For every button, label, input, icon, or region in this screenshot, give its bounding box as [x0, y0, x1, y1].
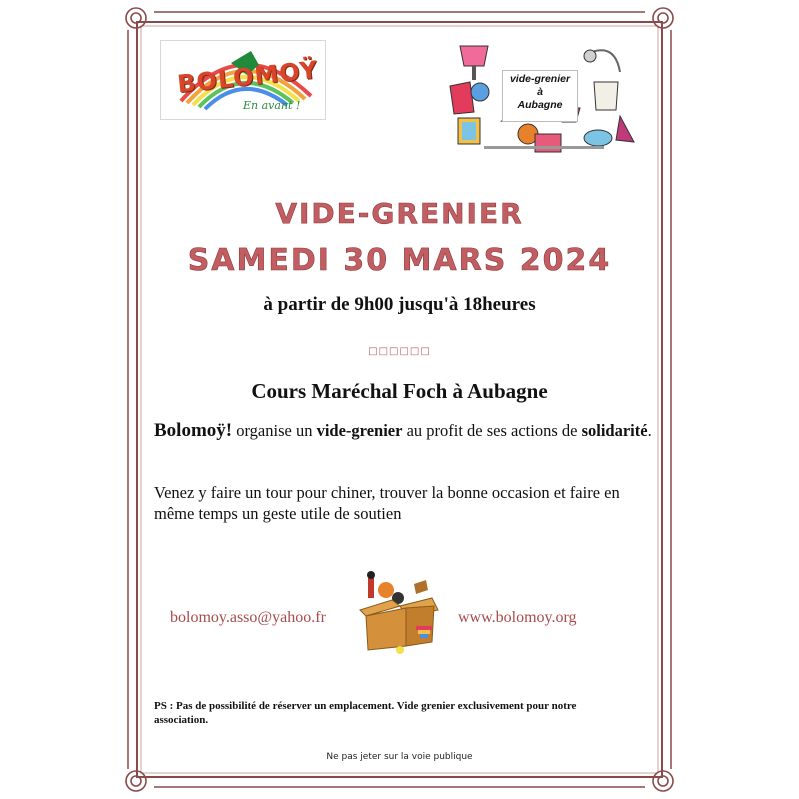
sign-line-3: Aubagne [517, 99, 563, 111]
ps-note: PS : Pas de possibilité de réserver un emplacement. Vide grenier exclusivement pour notre association. [154, 700, 577, 726]
text-fragment: organise un [232, 421, 317, 440]
logo-tagline: En avant ! [243, 99, 301, 112]
cause: solidarité [581, 421, 648, 440]
logo-name: BOLOMOŸ [175, 55, 320, 99]
event-hours: à partir de 9h00 jusqu'à 18heures [263, 294, 536, 315]
text-fragment: au profit de ses actions de [402, 421, 582, 440]
event-type: vide-grenier [316, 421, 403, 440]
event-title: VIDE-GRENIER [275, 197, 524, 230]
invitation-paragraph: Venez y faire un tour pour chiner, trouver la bonne occasion et faire en même temps un geste utile de soutien [154, 483, 620, 523]
contact-email[interactable]: bolomoy.asso@yahoo.fr [170, 609, 326, 626]
sign-line-2: à [537, 86, 543, 98]
text-fragment: . [647, 421, 652, 440]
description-paragraph [154, 420, 654, 441]
contact-website[interactable]: www.bolomoy.org [458, 609, 577, 626]
event-location: Cours Maréchal Foch à Aubagne [251, 379, 548, 403]
toy-box-icon [356, 570, 442, 656]
org-name: Bolomoÿ! [154, 420, 233, 441]
footer-note: Ne pas jeter sur la voie publique [326, 752, 473, 762]
vide-grenier-sign [502, 70, 578, 122]
separator: □□□□□□ [368, 346, 431, 357]
sign-line-1: vide-grenier [509, 73, 571, 85]
bolomoy-logo [160, 40, 326, 120]
event-date: SAMEDI 30 MARS 2024 [187, 243, 612, 278]
